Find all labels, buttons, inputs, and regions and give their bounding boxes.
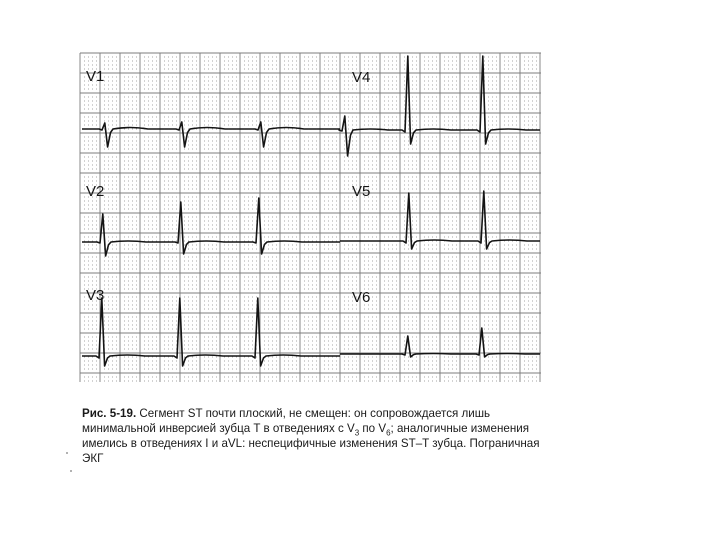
caption-subscript-3: 3: [354, 428, 360, 438]
caption-label: Рис. 5-19.: [82, 407, 137, 420]
caption-text: Сегмент ST почти плоский, не смещен: он сопровождается лишь минимальной инверсией зубца T в отведениях с V: [82, 407, 491, 435]
lead-label-v4: V4: [352, 69, 371, 86]
figure-caption: [82, 406, 552, 466]
caption-text-end: ; аналогичные изменения имелись в отведениях I и aVL: неспецифичные изменения ST–T зубца. Пограничная ЭКГ: [82, 422, 540, 465]
scan-speck: [66, 452, 68, 454]
caption-text-mid: по V: [359, 422, 387, 435]
lead-label-v3: V3: [86, 287, 105, 304]
lead-label-v2: V2: [86, 183, 105, 200]
lead-label-v1: V1: [86, 68, 105, 85]
caption-subscript-6: 6: [386, 428, 391, 438]
lead-label-v5: V5: [352, 183, 371, 200]
lead-label-v6: V6: [352, 289, 371, 306]
scan-speck: [70, 470, 72, 472]
